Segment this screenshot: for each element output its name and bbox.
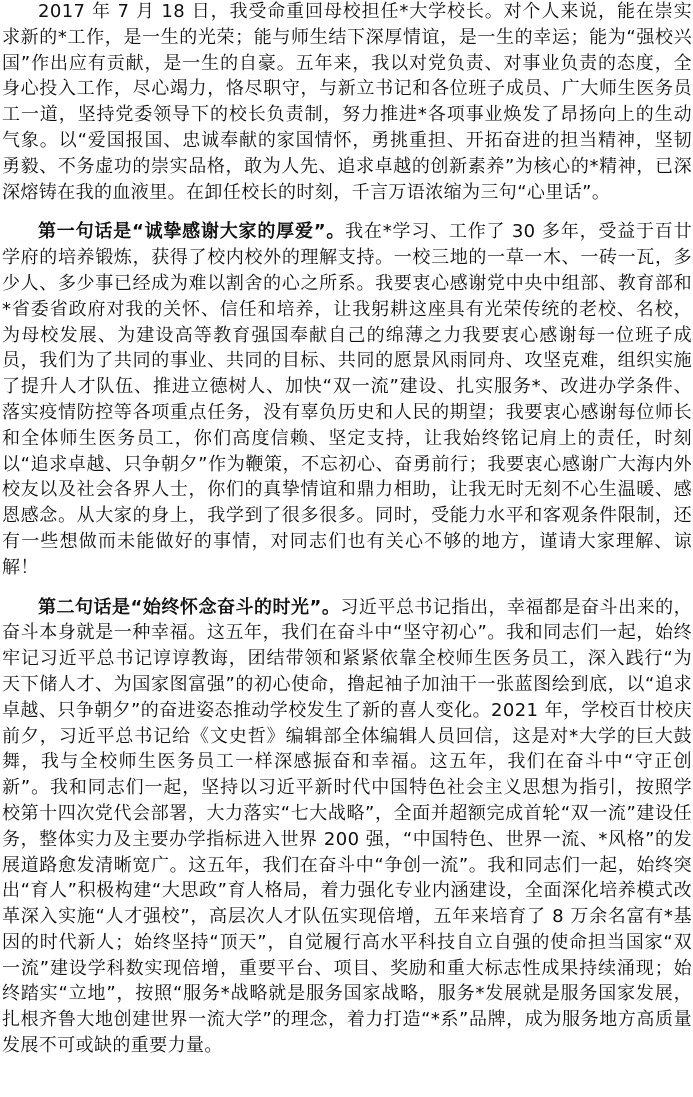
paragraph-spacer [2, 205, 692, 219]
paragraph-thanks [2, 219, 692, 580]
paragraph-struggle [2, 595, 692, 1059]
document-body [2, 0, 692, 1059]
paragraph-text: 我在*学习、工作了 30 多年，受益于百廿学府的培养锻炼，获得了校内校外的理解支持。一校三地的一草一木、一砖一瓦，多少人、多少事已经成为难以割舍的心之所系。我要衷心感谢党中央中组部、教育部和*省委省政府对我的关怀、信任和培养，让我躬耕这座具有光荣传统的老校、名校，为母校发展、为建设高等教育强国奉献自己的绵薄之力我要衷心感谢每一位班子成员，我们为了共同的事业、共同的目标、共同的愿景风雨同舟、攻坚克难，组织实施了提升人才队伍、推进立德树人、加快“双一流”建设、扎实服务*、改进办学条件、落实疫情防控等各项重点任务，没有辜负历史和人民的期望；我要衷心感谢每位师长和全体师生医务员工，你们高度信赖、坚定支持，让我始终铭记肩上的责任，时刻以“追求卓越、只争朝夕”作为鞭策，不忘初心、奋勇前行；我要衷心感谢广大海内外校友以及社会各界人士，你们的真挚情谊和鼎力相助，让我无时无刻不心生温暖、感恩感念。从大家的身上，我学到了很多很多。同时，受能力水平和客观条件限制，还有一些想做而未能做好的事情，对同志们也有关心不够的地方，谨请大家理解、谅解！ [2, 221, 692, 578]
paragraph-spacer [2, 581, 692, 595]
paragraph-text: 习近平总书记指出，幸福都是奋斗出来的，奋斗本身就是一种幸福。这五年，我们在奋斗中“坚守初心”。我和同志们一起，始终牢记习近平总书记谆谆教诲，团结带领和紧紧依靠全校师生医务员工，深入践行“为天下储人才、为国家图富强”的初心使命，撸起袖子加油干一张蓝图绘到底，以“追求卓越、只争朝夕”的奋进姿态推动学校发生了新的喜人变化。2021 年，学校百廿校庆前夕，习近平总书记给《文史哲》编辑部全体编辑人员回信，这是对*大学的巨大鼓舞，我与全校师生医务员工一样深感振奋和幸福。这五年，我们在奋斗中“守正创新”。我和同志们一起，坚持以习近平新时代中国特色社会主义思想为指引，按照学校第十四次党代会部署，大力落实“七大战略”，全面并超额完成首轮“双一流”建设任务，整体实力及主要办学指标进入世界 200 强，“中国特色、世界一流、*风格”的发展道路愈发清晰宽广。这五年，我们在奋斗中“争创一流”。我和同志们一起，始终突出“育人”积极构建“大思政”育人格局，着力强化专业内涵建设，全面深化培养模式改革深入实施“人才强校”，高层次人才队伍实现倍增，五年来培育了 8 万余名富有*基因的时代新人；始终坚持“顶天”，自觉履行高水平科技自立自强的使命担当国家“双一流”建设学科数实现倍增，重要平台、项目、奖励和重大标志性成果持续涌现；始终踏实“立地”，按照“服务*战略就是服务国家战略，服务*发展就是服务国家发展，扎根齐鲁大地创建世界一流大学”的理念，着力打造“*系”品牌，成为服务地方高质量发展不可或缺的重要力量。 [2, 596, 692, 1057]
paragraph-text: 2017 年 7 月 18 日，我受命重回母校担任*大学校长。对个人来说，能在崇实求新的*工作，是一生的光荣；能与师生结下深厚情谊，是一生的幸运；能为“强校兴国”作出应有贡献，是一生的自豪。五年来，我以对党负责、对事业负责的态度，全身心投入工作，尽心竭力，恪尽职守，与新立书记和各位班子成员、广大师生医务员工一道，坚持党委领导下的校长负责制，努力推进*各项事业焕发了昂扬向上的生动气象。以“爱国报国、忠诚奉献的家国情怀，勇挑重担、开拓奋进的担当精神，坚韧勇毅、不务虚功的崇实品格，敢为人先、追求卓越的创新素养”为核心的*精神，已深深熔铸在我的血液里。在卸任校长的时刻，千言万语浓缩为三句“心里话”。 [2, 1, 692, 203]
paragraph-lead-heading: 第一句话是“诚挚感谢大家的厚爱”。 [38, 221, 346, 243]
paragraph-lead-heading: 第二句话是“始终怀念奋斗的时光”。 [38, 596, 341, 618]
paragraph-intro [2, 0, 692, 205]
